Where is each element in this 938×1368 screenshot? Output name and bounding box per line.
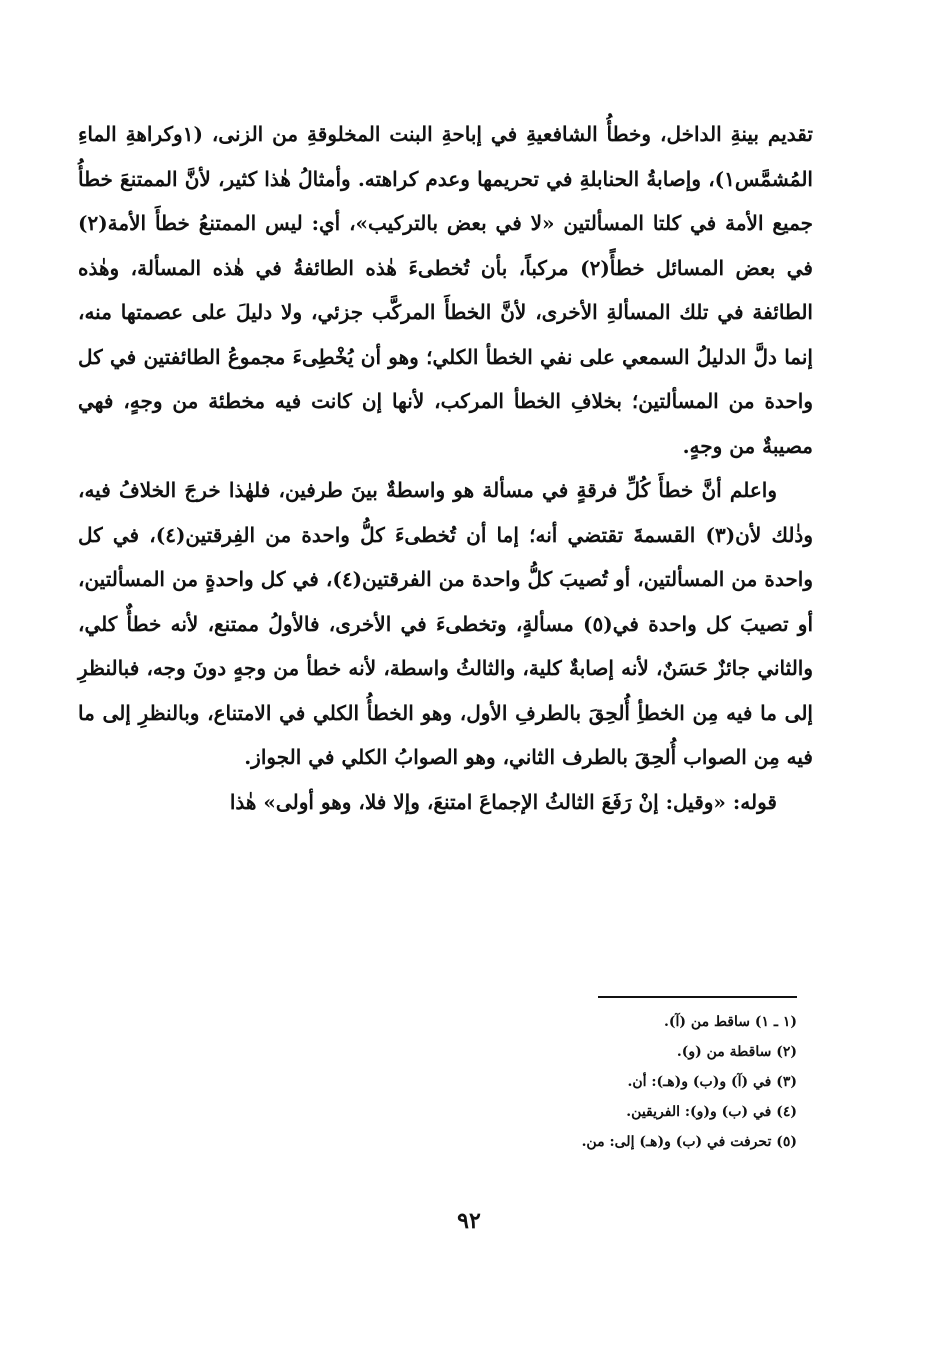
footnote-separator [598,996,797,998]
footnotes [297,1007,797,1157]
page-number: ٩٢ [457,1208,481,1234]
footnote-5: (٥) تحرفت في (ب) و(هـ) إلى: من. [581,1134,797,1150]
main-text [78,112,813,824]
footnote-3: (٣) في (آ) و(ب) و(هـ): أن. [627,1074,797,1090]
footnote-4: (٤) في (ب) و(و): الفريقين. [626,1104,797,1120]
paragraph-3: قوله: «وقيل: إنْ رَفَعَ الثالثُ الإجماعَ امتنعَ، وإلا فلا، وهو أولى» هٰذا [229,789,777,814]
paragraph-1: تقديم بينةِ الداخل، وخطأُ الشافعيةِ في إباحةِ البنت المخلوقةِ من الزنى، (١وكراهةِ الماءِ المُشمَّس١)، وإصابةُ الحنابلةِ في تحريمها وعدم كراهته. وأمثالُ هٰذا كثير، لأنَّ الممتنعَ خطأُ جميع الأمة في كلتا المسألتين «لا في بعض بالتركيب»، أي: ليس الممتنعُ خطأَ الأمة(٢) في بعض المسائل خطأً(٢) مركباً، بأن تُخطىءَ هٰذه الطائفةُ في هٰذه المسألة، وهٰذه الطائفة في تلك المسألةِ الأخرى، لأنَّ الخطأَ المركَّب جزئي، ولا دليلَ على عصمتها منه، إنما دلَّ الدليلُ السمعي على نفي الخطأ الكلي؛ وهو أن يُخْطِىءَ مجموعُ الطائفتين في كل واحدة من المسألتين؛ بخلافِ الخطأ المركب، لأنها إن كانت فيه مخطئة من وجهٍ، فهي مصيبةٌ من وجهٍ. [78,122,813,458]
footnote-2: (٢) ساقطة من (و). [676,1044,797,1060]
paragraph-2: واعلم أنَّ خطأَ كُلِّ فرقةٍ في مسألة هو واسطةٌ بينَ طرفين، فلهٰذا خرجَ الخلافُ فيه، وذٰلك لأن(٣) القسمةَ تقتضي أنه؛ إما أن تُخطىءَ كلُّ واحدة من الفِرقتين(٤)، في كل واحدة من المسألتين، أو تُصيبَ كلُّ واحدة من الفرقتين(٤)، في كل واحدةٍ من المسألتين، أو تصيبَ كل واحدة في(٥) مسألةٍ، وتخطىءَ في الأخرى، فالأولُ ممتنع، لأنه خطأٌ كلي، والثاني جائزٌ حَسَنٌ، لأنه إصابةٌ كلية، والثالثُ واسطة، لأنه خطأ من وجهٍ دونَ وجه، فبالنظرِ إلى ما فيه مِن الخطأِ أُلحِقَ بالطرفِ الأول، وهو الخطأُ الكلي في الامتناع، وبالنظرِ إلى ما فيه مِن الصواب أُلحِقَ بالطرف الثاني، وهو الصوابُ الكلي في الجواز. [78,478,813,769]
footnote-1: (١ ـ ١) ساقط من (آ). [664,1014,797,1030]
